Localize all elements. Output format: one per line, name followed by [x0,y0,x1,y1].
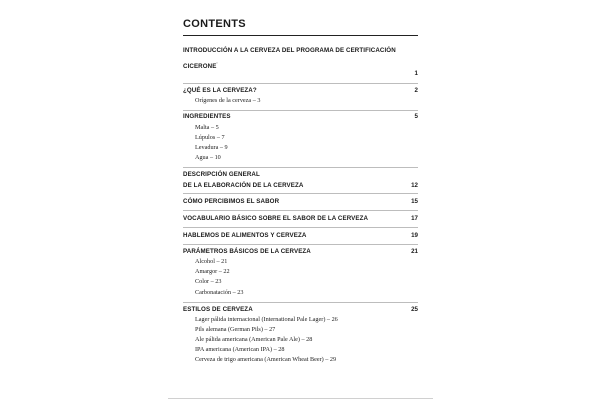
toc-page-vocabulario: 17 [411,215,418,222]
toc-heading-descripcion-line1: DESCRIPCIÓN GENERAL [183,171,260,178]
toc-item: Lager pálida internacional (International Pale Lager) – 26 [195,316,338,323]
toc-page-estilos: 25 [411,306,418,313]
toc-page-intro: 1 [414,70,418,77]
toc-heading-intro-line2: CICERONE' [183,61,218,71]
toc-item: Cerveza de trigo americana (American Wheat Beer) – 29 [195,356,337,363]
toc-item: Color – 23 [195,278,222,285]
toc-heading-estilos: ESTILOS DE CERVEZA [183,306,253,313]
section-divider [183,193,418,194]
section-divider [183,302,418,303]
toc-item: Levadura – 9 [195,144,228,151]
toc-page-ingredientes: 5 [414,113,418,120]
toc-page [183,0,418,400]
toc-heading-intro-line1: INTRODUCCIÓN A LA CERVEZA DEL PROGRAMA DE CERTIFICACIÓN [183,47,396,54]
toc-heading-parametros: PARÁMETROS BÁSICOS DE LA CERVEZA [183,248,311,255]
toc-page-sabor: 15 [411,198,418,205]
toc-item: Amargor – 22 [195,268,230,275]
toc-heading-ingredientes: INGREDIENTES [183,113,231,120]
toc-page-descripcion: 12 [411,182,418,189]
section-divider [183,210,418,211]
section-divider [183,110,418,111]
page-bottom-divider [168,398,433,399]
section-divider [183,167,418,168]
toc-heading-alimentos: HABLEMOS DE ALIMENTOS Y CERVEZA [183,232,307,239]
toc-item: Orígenes de la cerveza – 3 [195,97,261,104]
toc-heading-descripcion-line2: DE LA ELABORACIÓN DE LA CERVEZA [183,182,304,189]
toc-item: Malta – 5 [195,124,219,131]
toc-heading-que-es: ¿QUÉ ES LA CERVEZA? [183,87,257,94]
section-divider [183,227,418,228]
toc-item: Carbonatación – 23 [195,289,244,296]
toc-item: Ale pálida americana (American Pale Ale) – 28 [195,336,313,343]
toc-item: Pils alemana (German Pils) – 27 [195,326,276,333]
toc-item: Lúpulos – 7 [195,134,225,141]
section-divider [183,83,418,84]
toc-item: Alcohol – 21 [195,258,228,265]
toc-heading-sabor: CÓMO PERCIBIMOS EL SABOR [183,198,280,205]
page-title: CONTENTS [183,18,246,30]
title-divider [183,35,418,36]
toc-heading-vocabulario: VOCABULARIO BÁSICO SOBRE EL SABOR DE LA CERVEZA [183,215,369,222]
toc-item: Agua – 10 [195,154,221,161]
toc-page-que-es: 2 [414,87,418,94]
toc-item: IPA americana (American IPA) – 28 [195,346,285,353]
section-divider [183,244,418,245]
toc-page-alimentos: 19 [411,232,418,239]
toc-page-parametros: 21 [411,248,418,255]
